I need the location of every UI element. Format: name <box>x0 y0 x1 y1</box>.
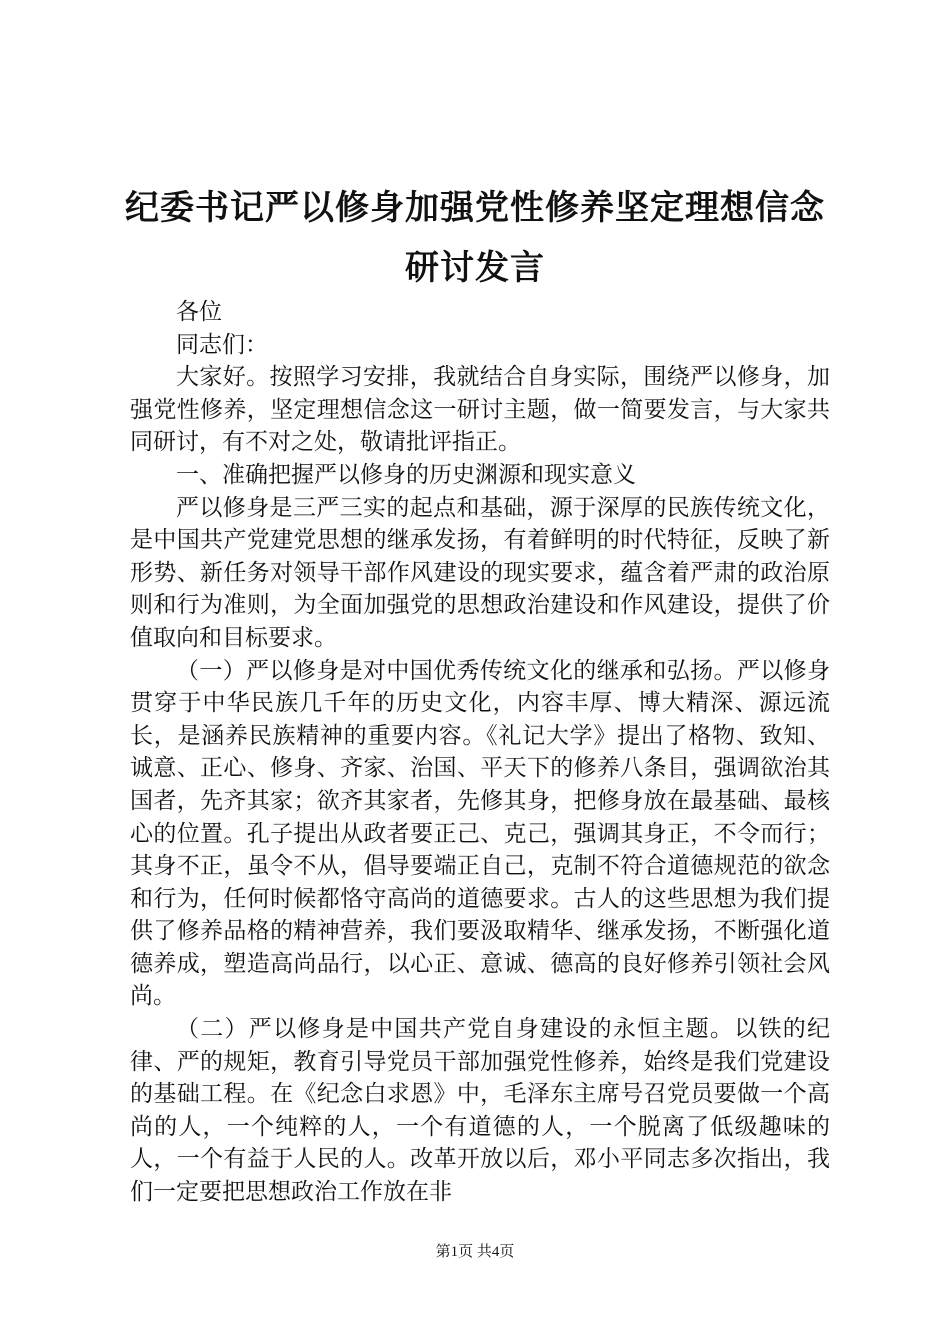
body-paragraph: （二）严以修身是中国共产党自身建设的永恒主题。以铁的纪律、严的规矩，教育引导党员干部加强党性修养，始终是我们党建设的基础工程。在《纪念白求恩》中，毛泽东主席号召党员要做一个高尚的人，一个纯粹的人，一个有道德的人，一个脱离了低级趣味的人，一个有益于人民的人。改革开放以后，邓小平同志多次指出，我们一定要把思想政治工作放在非 <box>130 1016 830 1206</box>
document-title-line-1: 纪委书记严以修身加强党性修养坚定理想信念 <box>125 188 825 228</box>
page-number-footer: 第1页 共4页 <box>435 1244 515 1260</box>
salutation-line-2: 同志们： <box>176 331 268 358</box>
salutation-line-1: 各位 <box>176 299 222 325</box>
document-title-line-2: 研讨发言 <box>405 248 545 288</box>
document-body <box>130 296 830 1209</box>
section-heading: 一、准确把握严以修身的历史渊源和现实意义 <box>176 461 636 488</box>
body-paragraph: （一）严以修身是对中国优秀传统文化的继承和弘扬。严以修身贯穿于中华民族几千年的历史文化，内容丰厚、博大精深、源远流长，是涵养民族精神的重要内容。《礼记大学》提出了格物、致知、诚意、正心、修身、齐家、治国、平天下的修养八条目，强调欲治其国者，先齐其家；欲齐其家者，先修其身，把修身放在最基础、最核心的位置。孔子提出从政者要正己、克己，强调其身正，不令而行；其身不正，虽令不从，倡导要端正自己，克制不符合道德规范的欲念和行为，任何时候都恪守高尚的道德要求。古人的这些思想为我们提供了修养品格的精神营养，我们要汲取精华、继承发扬，不断强化道德养成，塑造高尚品行，以心正、意诚、德高的良好修养引领社会风尚。 <box>130 657 830 1010</box>
body-paragraph: 大家好。按照学习安排，我就结合自身实际，围绕严以修身，加强党性修养，坚定理想信念这一研讨主题，做一简要发言，与大家共同研讨，有不对之处，敬请批评指正。 <box>130 364 830 456</box>
body-paragraph: 严以修身是三严三实的起点和基础，源于深厚的民族传统文化，是中国共产党建党思想的继承发扬，有着鲜明的时代特征，反映了新形势、新任务对领导干部作风建设的现实要求，蕴含着严肃的政治原则和行为准则，为全面加强党的思想政治建设和作风建设，提供了价值取向和目标要求。 <box>130 494 830 651</box>
